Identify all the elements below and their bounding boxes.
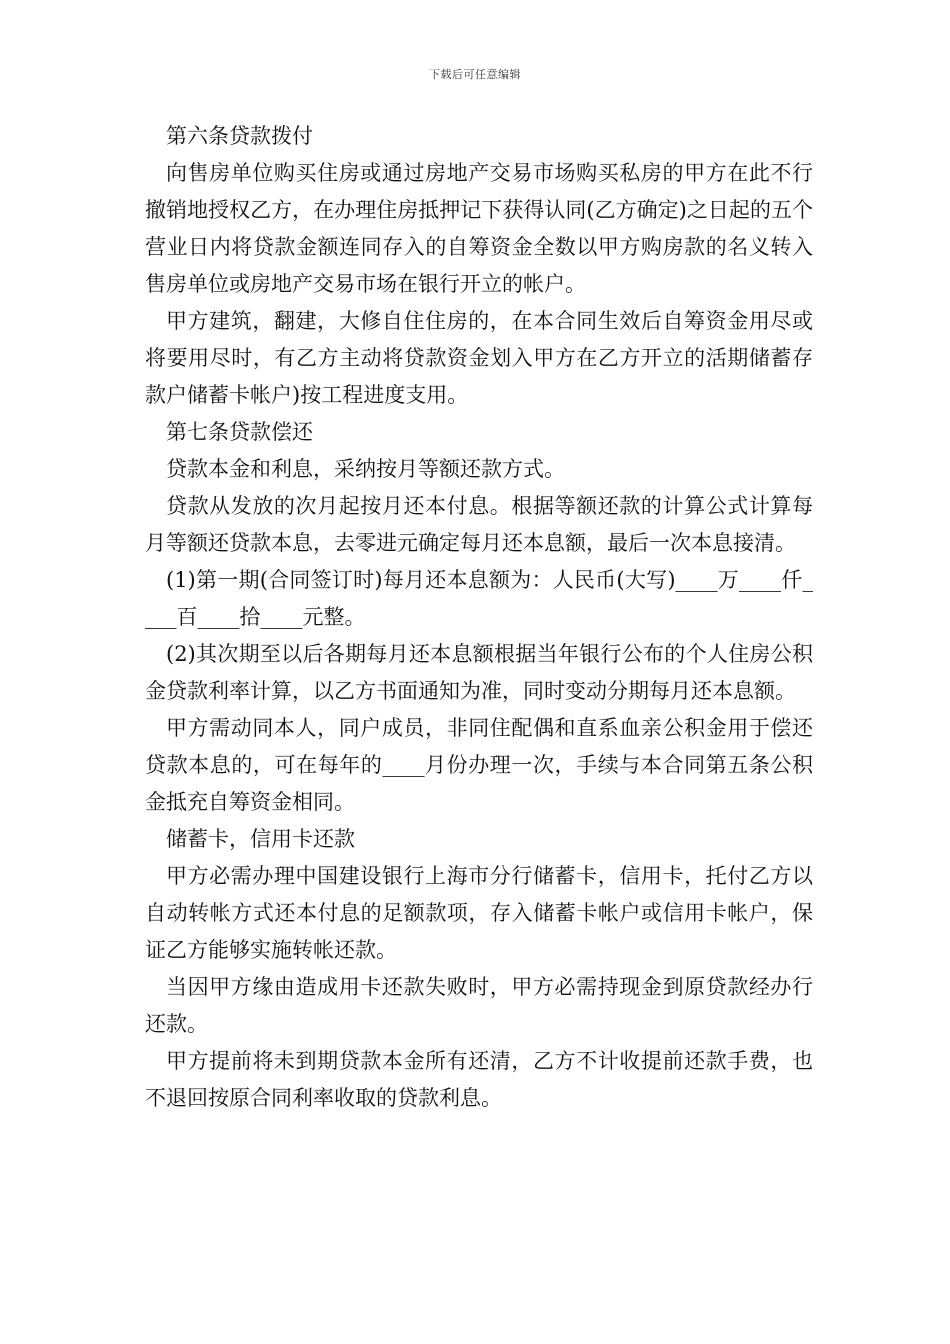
paragraph-item-2: (2)其次期至以后各期每月还本息额根据当年银行公布的个人住房公积金贷款利率计算，以乙方书面通知为准，同时变动分期每月还本息额。 (145, 642, 813, 703)
paragraph: 甲方必需办理中国建设银行上海市分行储蓄卡，信用卡，托付乙方以自动转帐方式还本付息的足额款项，存入储蓄卡帐户或信用卡帐户，保证乙方能够实施转帐还款。 (145, 864, 813, 962)
paragraph-item-1: (1)第一期(合同签订时)每月还本息额为：人民币(大写)____万____仟____百____拾____元整。 (145, 568, 813, 629)
paragraph: 甲方建筑，翻建，大修自住住房的，在本合同生效后自筹资金用尽或将要用尽时，有乙方主动将贷款资金划入甲方在乙方开立的活期储蓄存款户储蓄卡帐户)按工程进度支用。 (145, 309, 813, 407)
page-header: 下载后可任意编辑 (429, 68, 521, 81)
paragraph: 贷款本金和利息，采纳按月等额还款方式。 (166, 457, 565, 481)
paragraph: 当因甲方缘由造成用卡还款失败时，甲方必需持现金到原贷款经办行还款。 (145, 975, 813, 1036)
paragraph: 贷款从发放的次月起按月还本付息。根据等额还款的计算公式计算每月等额还贷款本息，去零进元确定每月还本息额，最后一次本息接清。 (145, 494, 813, 555)
section-heading-card-repayment: 储蓄卡，信用卡还款 (166, 827, 355, 851)
section-heading-article-6: 第六条贷款拨付 (166, 124, 313, 148)
paragraph: 甲方需动同本人，同户成员，非同住配偶和直系血亲公积金用于偿还贷款本息的，可在每年的____月份办理一次，手续与本合同第五条公积金抵充自筹资金相同。 (145, 716, 813, 814)
paragraph: 向售房单位购买住房或通过房地产交易市场购买私房的甲方在此不行撤销地授权乙方，在办理住房抵押记下获得认同(乙方确定)之日起的五个营业日内将贷款金额连同存入的自筹资金全数以甲方购房款的名义转入售房单位或房地产交易市场在银行开立的帐户。 (145, 161, 813, 296)
paragraph: 甲方提前将未到期贷款本金所有还清，乙方不计收提前还款手费，也不退回按原合同利率收取的贷款利息。 (145, 1049, 813, 1110)
section-heading-article-7: 第七条贷款偿还 (166, 420, 313, 444)
document-body (145, 118, 813, 1117)
